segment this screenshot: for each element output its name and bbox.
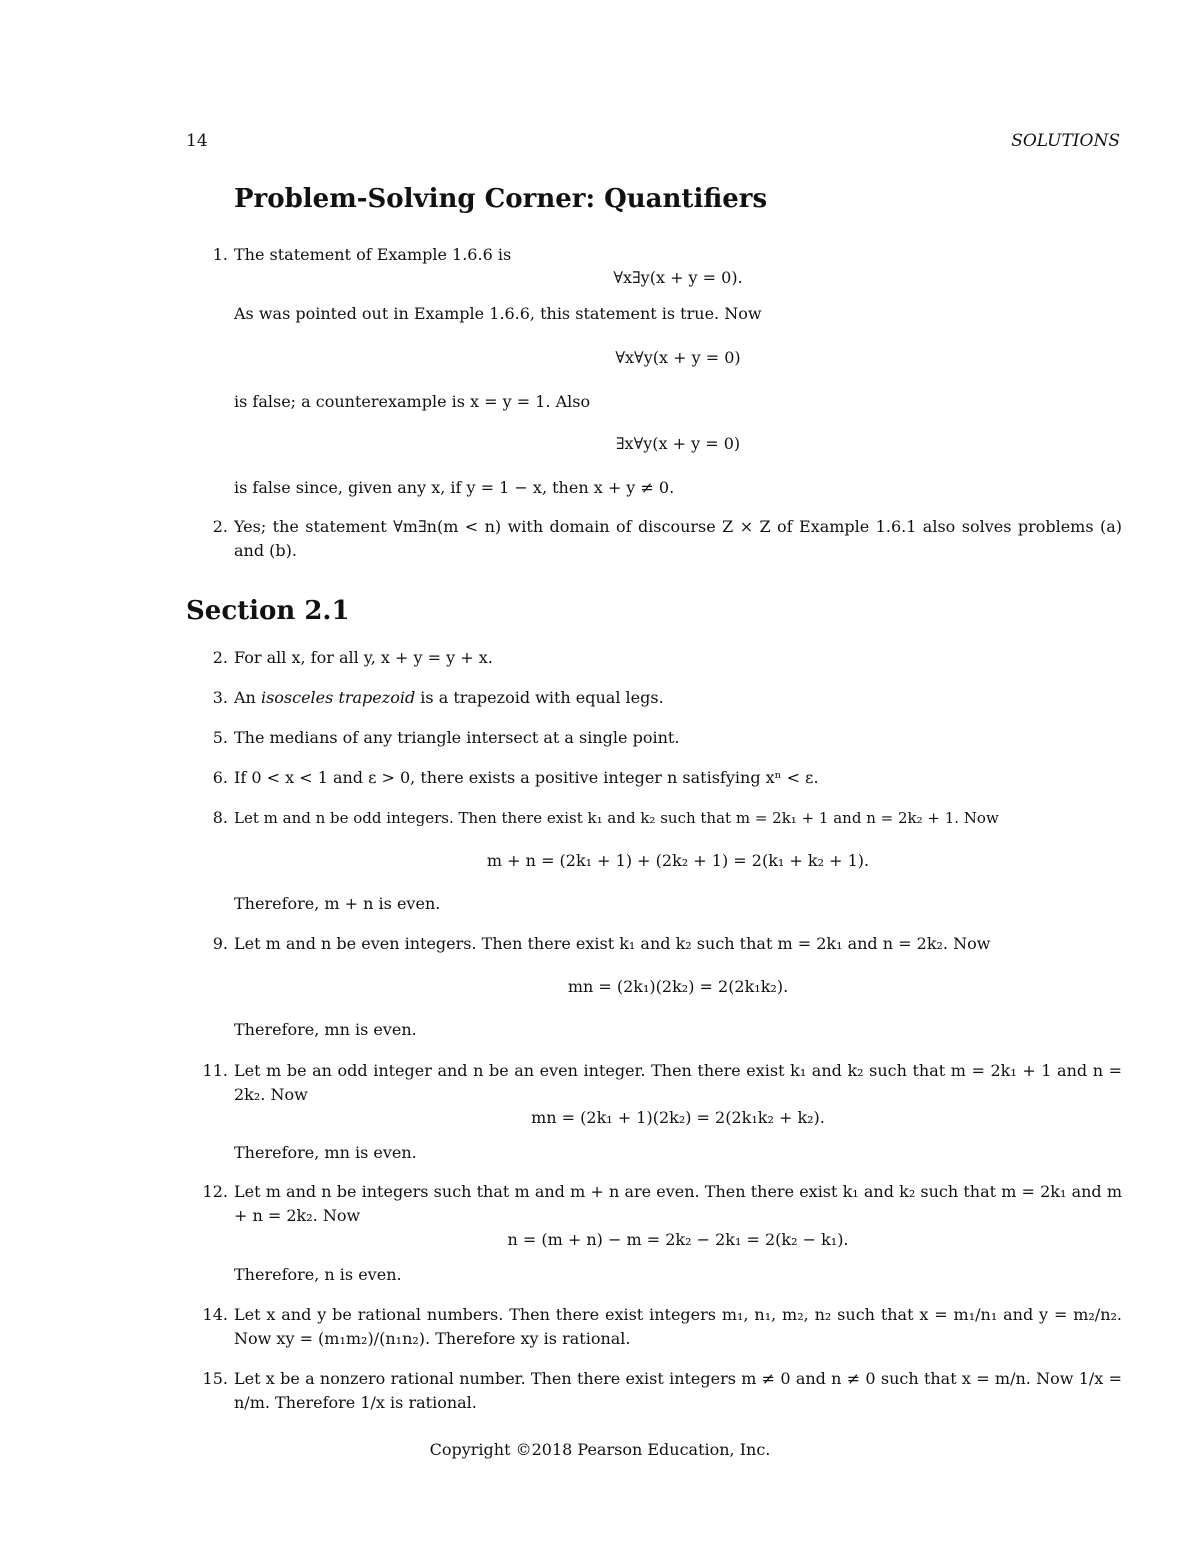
exercise-3-text-pre: An xyxy=(234,688,261,707)
exercise-6-number: 6. xyxy=(212,768,228,787)
exercise-6-text: If 0 < x < 1 and ε > 0, there exists a positive integer n satisfying xⁿ < ε. xyxy=(234,768,819,787)
exercise-9-equation: mn = (2k₁)(2k₂) = 2(2k₁k₂). xyxy=(567,977,789,996)
ps-item-1-intro: The statement of Example 1.6.6 is xyxy=(234,245,512,264)
page-number: 14 xyxy=(186,131,208,151)
ps-item-2 xyxy=(186,515,1122,563)
ps-item-1-text-2: As was pointed out in Example 1.6.6, this statement is true. Now xyxy=(234,304,762,323)
exercise-15-text: Let x be a nonzero rational number. Then there exist integers m ≠ 0 and n ≠ 0 such that x = m/n. Now 1/x = n/m. Therefore 1/x is rational. xyxy=(234,1369,1122,1412)
exercise-3-text xyxy=(234,686,1122,710)
ps-item-1-text-3: is false; a counterexample is x = y = 1. Also xyxy=(234,392,591,411)
exercise-8-text: Let m and n be odd integers. Then there exist k₁ and k₂ such that m = 2k₁ + 1 and n = 2k₂ + 1. Now xyxy=(234,809,999,827)
ps-item-1-number: 1. xyxy=(212,245,228,264)
exercise-11-text: Let m be an odd integer and n be an even integer. Then there exist k₁ and k₂ such that m = 2k₁ + 1 and n = 2k₂. Now xyxy=(234,1061,1122,1104)
running-title: SOLUTIONS xyxy=(1011,131,1120,151)
exercise-2-text: For all x, for all y, x + y = y + x. xyxy=(234,648,493,667)
problem-solving-title: Problem-Solving Corner: Quantifiers xyxy=(234,184,768,214)
exercise-11-equation: mn = (2k₁ + 1)(2k₂) = 2(2k₁k₂ + k₂). xyxy=(531,1108,825,1127)
exercise-8-conclusion: Therefore, m + n is even. xyxy=(234,894,441,913)
exercise-5-number: 5. xyxy=(212,728,228,747)
exercise-9-conclusion: Therefore, mn is even. xyxy=(234,1020,417,1039)
exercise-3-term: isosceles trapezoid xyxy=(260,688,416,707)
ps-item-2-number: 2. xyxy=(212,517,228,536)
exercise-15-number: 15. xyxy=(202,1369,228,1388)
copyright-footer: Copyright ©2018 Pearson Education, Inc. xyxy=(429,1440,771,1459)
exercise-11-number: 11. xyxy=(202,1061,228,1080)
exercise-11-conclusion: Therefore, mn is even. xyxy=(234,1143,417,1162)
ps-item-2-text: Yes; the statement ∀m∃n(m < n) with domain of discourse Z × Z of Example 1.6.1 also solves problems (a) and (b). xyxy=(234,517,1122,560)
exercise-5-text: The medians of any triangle intersect at a single point. xyxy=(234,728,680,747)
exercise-14-text: Let x and y be rational numbers. Then there exist integers m₁, n₁, m₂, n₂ such that x = m₁/n₁ and y = m₂/n₂. Now xy = (m₁m₂)/(n₁n₂). Therefore xy is rational. xyxy=(234,1305,1122,1348)
exercise-12-equation: n = (m + n) − m = 2k₂ − 2k₁ = 2(k₂ − k₁). xyxy=(507,1230,849,1249)
exercise-12-conclusion: Therefore, n is even. xyxy=(234,1265,402,1284)
exercise-9-text: Let m and n be even integers. Then there exist k₁ and k₂ such that m = 2k₁ and n = 2k₂. Now xyxy=(234,934,991,953)
exercise-8-number: 8. xyxy=(212,808,228,827)
exercise-2-number: 2. xyxy=(212,648,228,667)
exercise-14-number: 14. xyxy=(202,1305,228,1324)
exercise-12-text: Let m and n be integers such that m and m + n are even. Then there exist k₁ and k₂ such that m = 2k₁ and m + n = 2k₂. Now xyxy=(234,1182,1122,1225)
exercise-9-number: 9. xyxy=(212,934,228,953)
exercise-3-number: 3. xyxy=(212,688,228,707)
exercise-12-number: 12. xyxy=(202,1182,228,1201)
exercise-3-text-post: is a trapezoid with equal legs. xyxy=(415,688,664,707)
ps-item-1-text-4: is false since, given any x, if y = 1 − x, then x + y ≠ 0. xyxy=(234,478,675,497)
ps-equation-1: ∀x∃y(x + y = 0). xyxy=(613,268,743,287)
section-title: Section 2.1 xyxy=(186,596,350,626)
ps-equation-3: ∃x∀y(x + y = 0) xyxy=(615,434,741,453)
ps-equation-2: ∀x∀y(x + y = 0) xyxy=(615,348,741,367)
exercise-8-equation: m + n = (2k₁ + 1) + (2k₂ + 1) = 2(k₁ + k₂ + 1). xyxy=(486,851,870,870)
